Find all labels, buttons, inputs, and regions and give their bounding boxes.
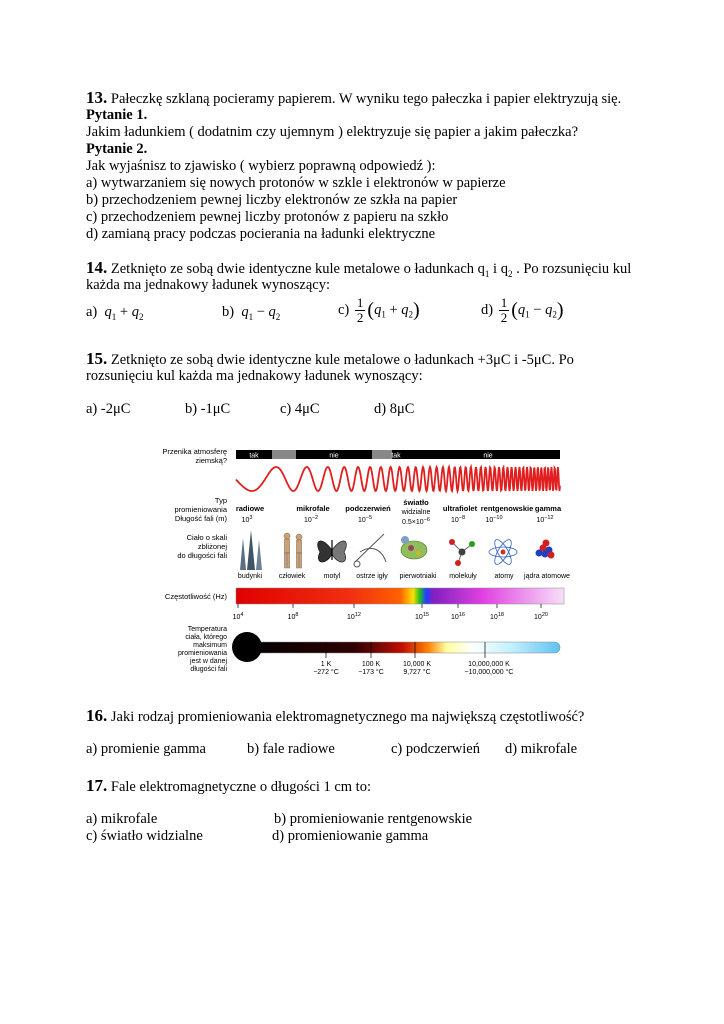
object-protozoa: pierwotniaki — [399, 573, 437, 580]
nucleus-icon — [536, 540, 555, 559]
q14-c-q2: q — [401, 301, 409, 318]
object-butterfly: motyl — [323, 573, 341, 580]
type-visible-1: światło — [403, 498, 429, 507]
q14-a-q1: q — [104, 304, 112, 320]
freq-value-20: $10^{20}$ — [534, 612, 548, 621]
q14-c-op: + — [385, 301, 402, 318]
q14-number: 14. — [86, 258, 108, 277]
wavelength-infrared: $10^{-5}$ — [357, 515, 373, 524]
q13-answer-d: d) zamianą pracy podczas pocierania na ładunki elektryczne — [86, 226, 436, 242]
object-nuclei: jądra atomowe — [524, 573, 570, 580]
q13-sub2-text: Jak wyjaśnisz to zjawisko ( wybierz poprawną odpowiedź ): — [86, 158, 436, 174]
needle-tip-icon — [354, 534, 386, 567]
buildings-icon — [240, 530, 262, 570]
q13-answer-b: b) przechodzeniem pewnej liczby elektronów ze szkła na papier — [86, 192, 458, 208]
q15-answer-d: d) 8μC — [374, 401, 415, 417]
object-human: człowiek — [278, 573, 306, 580]
temp-value-10000k: 10,000 K — [402, 661, 432, 668]
q16-answer-b: b) fale radiowe — [247, 741, 335, 757]
type-radio: radiowe — [235, 504, 265, 513]
freq-value-18: $10^{18}$ — [490, 612, 504, 621]
q13-sub1-text: Jakim ładunkiem ( dodatnim czy ujemnym ) elektryzuje się papier a jakim pałeczka? — [86, 124, 579, 140]
q14-option-d — [481, 296, 564, 325]
q17-answer-d: d) promieniowanie gamma — [272, 828, 429, 844]
q14-line2: każda ma jednakowy ładunek wynoszący: — [86, 277, 330, 293]
freq-value-4: $10^4$ — [232, 612, 244, 621]
q14-text-b: i q — [489, 261, 508, 277]
q14-d-sub2: 2 — [552, 309, 557, 320]
temp-celsius-2: −173 °C — [358, 669, 384, 676]
protozoa-icon — [401, 536, 427, 559]
q14-d-close: ) — [556, 299, 564, 321]
q14-b-sub2: 2 — [275, 311, 281, 322]
temp-label-1: Temperatura — [187, 626, 227, 633]
wavelength-visible: $0.5\times 10^{-6}$ — [402, 517, 430, 526]
freq-value-12: $10^{12}$ — [347, 612, 361, 621]
q14-d-op: − — [529, 301, 546, 318]
type-label-1: Typ — [214, 496, 227, 505]
q14-label-c: c) — [338, 301, 350, 318]
q14-a-op: + — [116, 304, 132, 320]
q13-sub2-title: Pytanie 2. — [86, 141, 148, 157]
object-needle: ostrze igły — [356, 573, 388, 580]
temp-celsius-4: ~10,000,000 °C — [464, 669, 514, 676]
atm-label-2: ziemską? — [195, 456, 227, 465]
scale-label-2: zbliżonej — [197, 542, 227, 551]
thermometer-bulb — [232, 632, 262, 662]
q14-c-q1: q — [374, 301, 382, 318]
q15-answer-a: a) -2μC — [86, 401, 131, 417]
atm-text-nie-1: nie — [329, 452, 339, 460]
q14-c-fraction — [355, 296, 366, 325]
q15-answer-c: c) 4μC — [280, 401, 320, 417]
temp-celsius-3: 9,727 °C — [403, 669, 431, 676]
q14-d-open: ( — [511, 299, 518, 321]
q17-answer-c: c) światło widzialne — [86, 828, 203, 844]
q13-text: Pałeczkę szklaną pocieramy papierem. W wyniku tego pałeczka i papier elektryzują się. — [107, 91, 622, 107]
q14-b-q2: q — [268, 304, 276, 320]
q16-statement — [86, 706, 584, 726]
q17-answer-b: b) promieniowanie rentgenowskie — [274, 811, 473, 827]
q14-b-q1: q — [241, 304, 249, 320]
q14-text-a: Zetknięto ze sobą dwie identyczne kule metalowe o ładunkach q — [107, 261, 485, 277]
temp-label-4: promieniowania — [177, 650, 227, 657]
q14-a-sub2: 2 — [138, 311, 144, 322]
q14-b-sub1: 1 — [248, 311, 254, 322]
temp-value-10000000k: 10,000,000 K — [468, 661, 510, 668]
q15-line2: rozsunięciu kul każda ma jednakowy ładunek wynoszący: — [86, 368, 423, 384]
object-atoms: atomy — [494, 573, 514, 580]
type-infrared: podczerwień — [345, 504, 391, 513]
temp-label-3: maksimum — [193, 642, 227, 649]
atm-segment-gray-2 — [372, 450, 392, 459]
type-gamma: gamma — [534, 504, 562, 513]
q14-c-num: 1 — [356, 295, 364, 310]
q14-c-open: ( — [367, 299, 375, 321]
molecule-icon — [449, 539, 475, 566]
q15-answer-b: b) -1μC — [185, 401, 231, 417]
q14-label-a: a) — [86, 304, 98, 320]
q14-c-sub1: 1 — [381, 309, 386, 320]
q14-d-den: 2 — [500, 310, 508, 325]
q16-answer-a: a) promienie gamma — [86, 741, 206, 757]
q14-label-b: b) — [222, 304, 235, 320]
q14-c-close: ) — [413, 299, 420, 321]
q13-answer-c: c) przechodzeniem pewnej liczby protonów z papieru na szkło — [86, 209, 449, 225]
q16-number: 16. — [86, 706, 108, 725]
q17-answer-a: a) mikrofale — [86, 811, 158, 827]
q14-c-den: 2 — [356, 310, 364, 325]
type-microwave: mikrofale — [296, 504, 330, 513]
q14-option-b — [222, 304, 280, 322]
q14-d-q1: q — [517, 301, 526, 318]
freq-value-15: $10^{15}$ — [415, 612, 429, 621]
temp-celsius-1: −272 °C — [313, 669, 339, 676]
scale-label-3: do długości fali — [177, 551, 227, 560]
q14-d-num: 1 — [500, 295, 508, 310]
temp-value-1k: 1 K — [320, 661, 332, 668]
freq-value-16: $10^{16}$ — [451, 612, 465, 621]
q15-line1: Zetknięto ze sobą dwie identyczne kule metalowe o ładunkach +3μC i -5μC. Po — [107, 352, 574, 368]
wavelength-gamma: $10^{-12}$ — [536, 515, 554, 524]
q15-number: 15. — [86, 349, 108, 368]
type-label-2: promieniowania — [174, 505, 227, 514]
freq-label: Częstotliwość (Hz) — [164, 592, 227, 601]
type-xray: rentgenowskie — [480, 504, 534, 513]
q14-d-sub1: 1 — [525, 309, 530, 320]
q17-number: 17. — [86, 776, 108, 795]
q17-statement — [86, 776, 371, 796]
q16-answer-c: c) podczerwień — [391, 741, 480, 757]
q13-answer-a: a) wytwarzaniem się nowych protonów w szkle i elektronów w papierze — [86, 175, 506, 191]
temp-label-2: ciała, którego — [185, 634, 227, 641]
q13-statement — [86, 88, 621, 108]
em-wave — [236, 467, 560, 491]
q14-c-sub2: 2 — [408, 309, 413, 320]
q14-b-op: − — [253, 304, 269, 320]
q14-sub-1: 1 — [484, 268, 490, 279]
em-spectrum-figure — [150, 442, 570, 687]
q14-a-sub1: 1 — [111, 311, 117, 322]
wavelength-uv: $10^{-8}$ — [450, 515, 466, 524]
object-molecules: molekuły — [449, 573, 477, 580]
human-icon — [284, 533, 302, 568]
object-buildings: budynki — [237, 573, 263, 580]
atm-text-nie-2: nie — [483, 452, 493, 460]
q14-a-q2: q — [131, 304, 139, 320]
q14-label-d: d) — [481, 301, 494, 318]
atm-text-tak-1: tak — [249, 452, 259, 460]
q14-text-c: . Po rozsunięciu kul — [512, 261, 632, 277]
q16-answer-d: d) mikrofale — [505, 741, 578, 757]
q17-text: Fale elektromagnetyczne o długości 1 cm to: — [107, 779, 371, 795]
wavelength-radio: $10^3$ — [241, 515, 253, 524]
scale-label-1: Ciało o skali — [186, 533, 227, 542]
q14-d-q2: q — [545, 301, 553, 318]
atm-label-1: Przenika atmosferę — [162, 447, 227, 456]
q14-sub-2: 2 — [507, 268, 513, 279]
temp-label-6: długości fali — [190, 666, 227, 673]
thermometer-bar — [245, 642, 560, 653]
q13-number: 13. — [86, 88, 108, 107]
atm-segment-gray-1 — [272, 450, 296, 459]
q14-option-c — [338, 296, 420, 325]
temp-value-100k: 100 K — [361, 661, 381, 668]
freq-value-8: $10^8$ — [287, 612, 299, 621]
type-visible-2: widzialne — [401, 509, 431, 516]
q14-statement — [86, 258, 631, 279]
frequency-bar — [236, 588, 564, 604]
wavelength-microwave: $10^{-2}$ — [303, 515, 319, 524]
atom-icon — [489, 537, 517, 566]
q16-text: Jaki rodzaj promieniowania elektromagnetycznego ma największą częstotliwość? — [107, 709, 585, 725]
q13-sub1-title: Pytanie 1. — [86, 107, 148, 123]
temp-label-5: jest w danej — [190, 658, 227, 665]
q14-d-fraction — [499, 296, 510, 325]
atm-text-tak-2: tak — [391, 452, 401, 460]
wavelength-xray: $10^{-10}$ — [485, 515, 503, 524]
q14-option-a — [86, 304, 143, 322]
butterfly-icon — [318, 540, 347, 562]
type-label-3: Długość fali (m) — [174, 514, 227, 523]
type-uv: ultrafiolet — [442, 504, 478, 513]
q15-statement — [86, 349, 574, 369]
